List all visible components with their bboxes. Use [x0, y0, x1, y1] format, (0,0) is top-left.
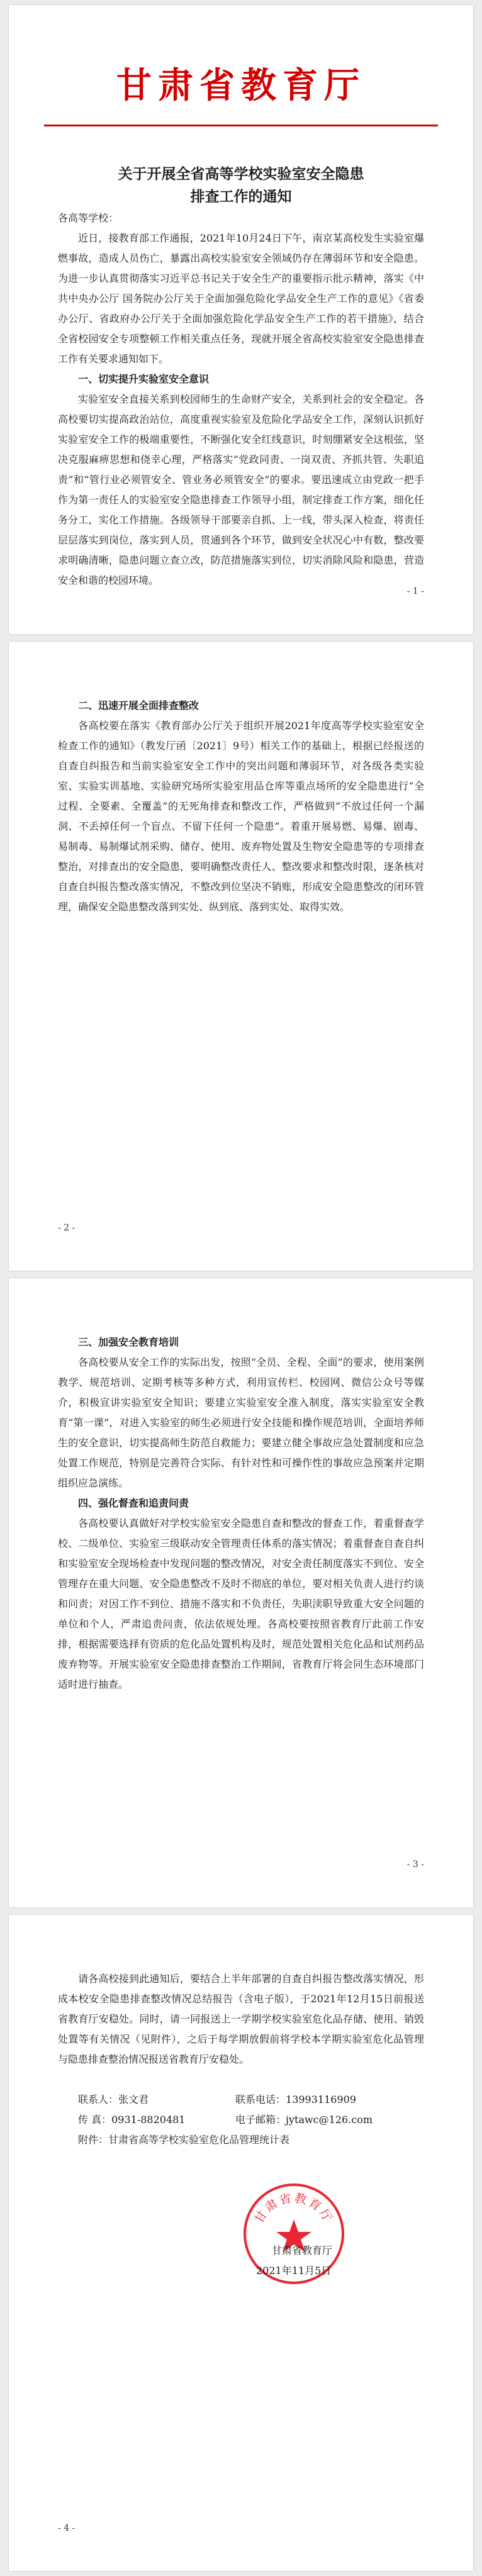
signature-block	[58, 2180, 424, 2300]
section-4-paragraph: 各高校要认真做好对学校实验室安全隐患自查和整改的督查工作，着重督查学校、二级单位、实验室三级联动安全管理责任体系的落实情况；着重督查自查自纠和实验室安全现场检查中发现问题的整改情况，对安全责任制度落实不到位、安全管理存在重大问题、安全隐患整改不及时不彻底的单位，要对相关负责人进行约谈和问责；对因工作不到位、措施不落实和不负责任，失职渎职导致重大安全问题的单位和个人，严肃追责问责，依法依规处理。各高校要按照省教育厅此前工作安排，根据需要选择有资质的危化品处置机构及时，规范处置相关危化品和试剂药品废弃物等。开展实验室安全隐患排查整治工作期间，省教育厅将会同生态环境部门适时进行抽查。	[58, 1517, 424, 1690]
document-title	[84, 163, 398, 208]
contact-person-label: 联系人：	[78, 2094, 119, 2105]
page-number-2: - 2 -	[58, 1223, 76, 1233]
contact-phone-value: 13993116909	[286, 2094, 356, 2105]
page-number-3: - 3 -	[406, 1860, 424, 1870]
document-title-line1: 关于开展全省高等学校实验室安全隐患	[118, 165, 364, 182]
document-body-1	[9, 208, 473, 591]
seal-text: 甘肃省教育厅	[252, 2191, 336, 2226]
document-page-4	[9, 1915, 473, 2571]
contact-fax-value: 0931-8820481	[111, 2114, 186, 2126]
contact-email	[235, 2110, 393, 2130]
addressee: 各高等学校：	[58, 212, 119, 224]
document-body-2	[9, 642, 473, 917]
attachment-line: 附件：甘肃省高等学校实验室危化品管理统计表	[78, 2134, 290, 2146]
contact-phone	[235, 2090, 393, 2110]
document-title-line2: 排查工作的通知	[190, 188, 292, 205]
section-heading-1: 一、切实提升实验室安全意识	[78, 373, 210, 385]
contact-fax	[78, 2110, 235, 2130]
contact-person-value: 张文君	[118, 2094, 149, 2105]
issue-date: 2021年11月5日	[256, 2265, 332, 2277]
contact-phone-label: 联系电话：	[235, 2094, 286, 2105]
section-heading-4: 四、强化督查和追责问责	[78, 1497, 189, 1509]
document-page-1	[9, 5, 473, 634]
section-1-paragraph: 实验室安全直接关系到校园师生的生命财产安全，关系到社会的安全稳定。各高校要切实提高政治站位，高度重视实验室及危险化学品安全工作，深刻认识抓好实验室安全工作的极端重要性，不断强化安全红线意识，时刻绷紧安全这根弦，坚决克服麻痹思想和侥幸心理，严格落实“党政同责、一岗双责、齐抓共管、失职追责”和“管行业必须管安全、管业务必须管安全”的要求。要迅速成立由党政一把手作为第一责任人的实验室安全隐患排查工作领导小组，制定排查工作方案，细化任务分工，实化工作措施。各级领导干部要亲自抓、上一线，带头深入检查，将责任层层落实到岗位，落实到人员，贯通到各个环节，做到安全状况心中有数，整改要求明确清晰，隐患问题立查立改，防范措施落实到位，切实消除风险和隐患，营造安全和谐的校园环境。	[58, 393, 424, 586]
document-body-4	[9, 1915, 473, 2300]
section-2-paragraph: 各高校要在落实《教育部办公厅关于组织开展2021年度高等学校实验室安全检查工作的通知》（教发厅函〔2021〕9号）相关工作的基础上，根据已经报送的自查自纠报告和当前实验室安全工作中的突出问题和薄弱环节，对各级各类实验室、实验实训基地、实验研究场所实验室用品仓库等重点场所的安全隐患进行“全过程、全要素、全覆盖”的无死角排查和整改工作，严格做到“不放过任何一个漏洞、不丢掉任何一个盲点、不留下任何一个隐患”。着重开展易燃、易爆、剧毒、易制毒、易制爆试剂采购、储存、使用、废弃物处置及生物安全隐患等的专项排查整治，对排查出的安全隐患，要明确整改责任人、整改要求和整改时限，逐条核对自查自纠报告整改落实情况，不整改到位坚决不销账，形成安全隐患整改的闭环管理，确保安全隐患整改落到实处、纵到底、落到实处、取得实效。	[58, 720, 424, 913]
contact-fax-label: 传 真：	[78, 2114, 112, 2126]
section-3-paragraph: 各高校要从安全工作的实际出发，按照“全员、全程、全面”的要求，使用案例教学、规范培训、定期考核等多种方式，利用宣传栏、校园网、微信公众号等媒介，积极宣讲实验室安全知识；要建立实验室安全准入制度，落实实验室安全教育“第一课”，对进入实验室的师生必须进行安全技能和操作规范培训，全面培养师生的安全意识，切实提高师生防范自救能力；要建立健全事故应急处置制度和应急处置工作规范，特别是完善符合实际、有针对性和可操作性的事故应急预案并定期组织应急演练。	[58, 1356, 424, 1489]
page-number-4: - 4 -	[58, 2523, 76, 2533]
contact-email-value: jytawc@126.com	[286, 2114, 373, 2126]
contact-row-2	[58, 2110, 424, 2130]
section-heading-3: 三、加强安全教育培训	[78, 1336, 179, 1348]
org-header-title: 甘肃省教育厅	[116, 65, 366, 106]
contact-email-label: 电子邮箱：	[235, 2114, 286, 2126]
document-body-3	[9, 1278, 473, 1695]
document-page-2	[9, 642, 473, 1271]
intro-paragraph: 近日，接教育部工作通报，2021年10月24日下午，南京某高校发生实验室爆燃事故，造成人员伤亡，暴露出高校实验室安全领域仍存在薄弱环节和安全隐患。为进一步认真贯彻落实习近平总书记关于安全生产的重要指示批示精神，落实《中共中央办公厅 国务院办公厅关于全面加强危险化学品安全生产工作的意见》《省委办公厅、省政府办公厅关于全面加强危险化学品安全生产工作的若干措施》，结合全省校园安全专项整顿工作相关重点任务，现就开展全省高校实验室安全隐患排查工作有关要求通知如下。	[58, 232, 424, 365]
issuer-name: 甘肃省教育厅	[272, 2244, 333, 2256]
header-red-rule	[44, 125, 438, 126]
closing-paragraph: 请各高校接到此通知后，要结合上半年部署的自查自纠报告整改落实情况，形成本校安全隐患排查整改情况总结报告（含电子版），于2021年12月15日前报送省教育厅安稳处。同时，请一同报送上一学期学校实验室危化品存储、使用、销毁处置等有关情况（见附件），之后于每学期放假前将学校本学期实验室危化品管理与隐患排查整治情况报送省教育厅安稳处。	[58, 1973, 424, 2065]
page-number-1: - 1 -	[406, 586, 424, 596]
section-heading-2: 二、迅速开展全面排查整改	[78, 700, 199, 711]
contact-person	[78, 2090, 235, 2110]
document-page-3	[9, 1278, 473, 1907]
contact-row-1	[58, 2090, 424, 2110]
